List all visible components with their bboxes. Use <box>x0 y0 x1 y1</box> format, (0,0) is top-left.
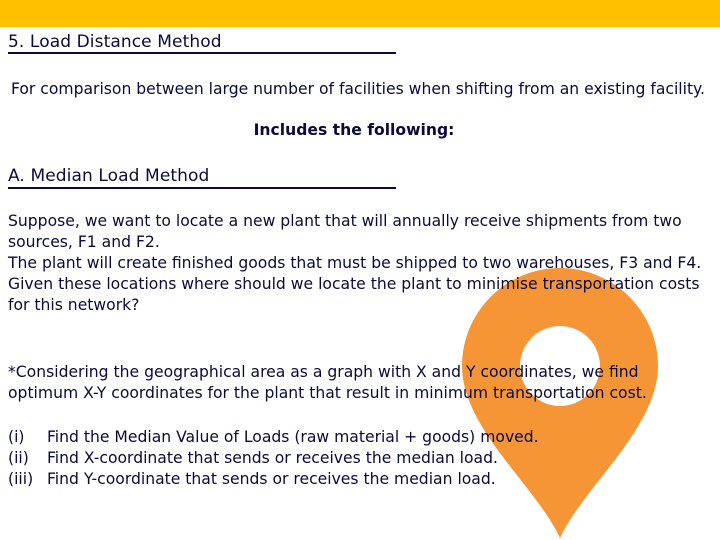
scenario-line: Given these locations where should we locate the plant to minimise transportation costs for this network? <box>8 275 700 314</box>
steps-list <box>8 427 708 490</box>
scenario-paragraph <box>8 211 708 316</box>
section-heading-load-distance: 5. Load Distance Method <box>8 32 222 52</box>
step-text: Find X-coordinate that sends or receives the median load. <box>46 449 498 467</box>
top-accent-bar <box>0 0 720 27</box>
section-heading-median-load: A. Median Load Method <box>8 166 210 186</box>
step-text: Find Y-coordinate that sends or receives the median load. <box>46 470 496 488</box>
list-item <box>8 448 708 469</box>
note-paragraph: *Considering the geographical area as a graph with X and Y coordinates, we find optimum X-Y coordinates for the plant that result in minimum transportation cost. <box>8 363 647 402</box>
scenario-line: Suppose, we want to locate a new plant that will annually receive shipments from two sources, F1 and F2. <box>8 212 682 251</box>
step-number: (i) <box>8 428 25 446</box>
list-item <box>8 469 708 490</box>
list-item <box>8 427 708 448</box>
heading-underline <box>8 52 396 54</box>
step-text: Find the Median Value of Loads (raw material + goods) moved. <box>46 428 539 446</box>
subheading-underline <box>8 187 396 189</box>
intro-text: For comparison between large number of facilities when shifting from an existing facility. <box>10 80 706 98</box>
scenario-line: The plant will create finished goods that must be shipped to two warehouses, F3 and F4. <box>8 254 702 272</box>
step-number: (ii) <box>8 449 29 467</box>
includes-label: Includes the following: <box>253 121 455 139</box>
step-number: (iii) <box>8 470 34 488</box>
